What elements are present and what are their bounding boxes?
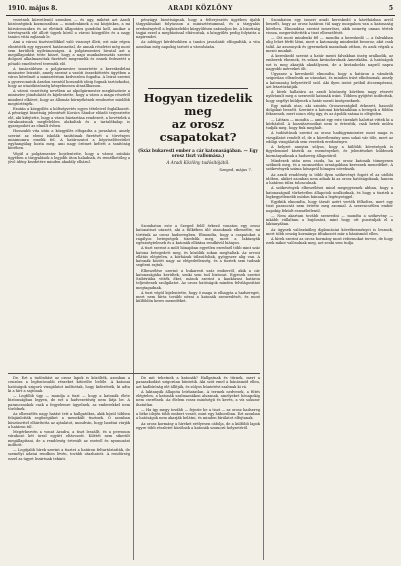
paragraph: — Legújabb hírek szerint a tisztet a határon feltartóztatták, de személyi adatai rendben lévén, tovább utazhatott. A rendőrség ezzel az ügyet lezártnak tekinti.: [8, 448, 130, 461]
column-2-text: [136, 18, 260, 82]
column-1-lower-text: [8, 376, 130, 560]
paragraph: Elbeszélése szerint a bukaresti száz emberről, akik a cár katonaságába kerültek, senki sem tud biztosat. Egyesek szerint Szibériába vitték őket, mások szerint a kaukázusi határon teljesítenek szolgálatot. Az orosz hatóságok minden felvilágosítást megtagadnak.: [136, 268, 260, 290]
paragraph: Mindezek után nem csoda, ha az orosz katonák tömegesen szöknek meg, és a szomszédos országokban keresnek menedéket. A szökevények száma hónapról hónapra növekszik.: [266, 158, 393, 172]
dateline: Szeged, május 7.: [219, 167, 252, 172]
column-2-lower-text: [136, 376, 260, 560]
newspaper-title: ARADI KÖZLÖNY: [168, 5, 233, 12]
paragraph: A szökevények elbeszélései mind megegyeznek abban, hogy a katonaságnál tűrhetetlen állapotok uralkodnak, és hogy a tisztek a legkegyetlenebb módon bánnak a legénységgel.: [266, 186, 393, 199]
article-headline-block: [138, 88, 258, 172]
headline-line-2: az orosz csapatokat?: [159, 117, 237, 144]
paragraph: Hosszabb vita után a közgyűlés elfogadta a javaslatot, amely szerint az elemi iskolák tanítóinak fizetését a törvényes minimumra emelik fel. A határozatot a képviselőtestület egyhangúlag hozta meg, ami nagy örömet keltett a tanítóság körében.: [8, 129, 130, 151]
paragraph: — Legfőbb ügy — mondja a tiszt — hogy a katonák élete biztonságban legyen, de ezt a hadvezetőség nem látja be. A parancsnokok csak a fegyelemre ügyelnek, az emberekkel nem törődnek.: [8, 394, 130, 411]
newspaper-page: [6, 4, 395, 562]
paragraph: Egy másik utas, aki szintén Oroszországból érkezett, hasonló dolgokat beszélt. Szerinte a katonai kórházakban a betegek a földön fekszenek, mert nincs elég ágy, és az ápolók száma is elégtelen.: [266, 103, 393, 117]
paragraph: Az orosz kormány a híreket erélyesen cáfolja, de a külföldi lapok egyre több részletet közölnek a katonák szomorú helyzetéről.: [136, 421, 260, 430]
paragraph: A tiszt végül kijelentette, hogy ő maga is elhagyta a hadsereget, mert nem bírta tovább nézni a katonák szenvedését, és most külföldön keres menedéket.: [136, 290, 260, 304]
headline-subtitle: (Száz bukaresti ember a cár katonaságában. — Egy orosz tiszt vallomása.): [138, 148, 258, 158]
paragraph: Ugyanez a kereskedő elmondta, hogy a határon a vámőrök szigorúan ellenőrzik az utasokat, és minden írást elkoboznak, amely a katonaság helyzetéről szól. Aki ilyen iratot próbál átcsempészni, azt letartóztatják.: [266, 72, 393, 89]
paragraph: A tudósítások szerint az orosz hadügyminiszter most maga is vizsgálatot rendelt el, de a közvélemény nem sokat vár tőle, mert az eddigi vizsgálatok sem vezettek eredményre.: [266, 131, 393, 144]
paragraph: Az ügynek valószínűleg diplomáciai következményei is lesznek, mert több ország kormánya tiltakozott már a bánásmód ellen.: [266, 227, 393, 236]
column-1-text: [8, 18, 130, 376]
paragraph: vezetnek közvetlenül szemben — és ugy, miként azt Aradi közönségünk kozmoszában — mindenkinek a mi közjónkra, a mi közvárosunkra és az életünk állapotára gondolni kell, amikor a törvényszék elé állott ügyek körül a városi közgyűlés és a nagy tanács vitái zajlanak le.: [8, 18, 130, 39]
paragraph: Egyikük elmondta, hogy társát azért verték félholtra, mert egy tiszt parancsát nem értette meg azonnal. A szerencsétlen ember napokig feküdt eszméletlenül.: [266, 200, 393, 213]
paragraph: Megérkezvén a vonat Aradra, a tiszt leszállt, és a perronon várakozó két úrral együtt eltávozott. Kilétét nem sikerült megállapítani, de a rendőrség értesült az esetről és nyomozást indított.: [8, 430, 130, 447]
paragraph: A helyzet annyira súlyos, hogy a külföldi követségek is figyelemmel kísérik az eseményeket, és jelentéseket küldenek kormányaiknak a hadsereg állapotáról.: [266, 145, 393, 158]
column-divider: [263, 18, 264, 560]
headline-line-1: Hogyan tizedelik meg: [143, 91, 253, 118]
paragraph: Szombaton este a Szeged felől érkező vonaton egy orosz katonatiszt utazott, aki a fülkében ülő utasoknak elbeszélte, mi történik az orosz hadseregben. Elmondta, hogy a csapatokat a ragályos betegségek tizedelik meg, mert a laktanyák egészségtelenek és a katonák ellátása rendkívül hiányos.: [136, 224, 260, 245]
paragraph: A hírek hallatára az aradi közönség körében nagy részvét nyilvánult meg a szenvedő katonák iránt. Többen gyűjtést indítottak, hogy segélyt küldjenek a határ menti ínségeseknek.: [266, 90, 393, 103]
paragraph: Az adóügyi kérdésekben a tanács javaslatát elfogadták, a vita azonban még napokig tartott a városházán.: [136, 40, 260, 49]
paragraph: De mit tehetnek a katonák? Hallgatnak és tűrnek, mert a panaszkodást szigorúan büntetik. Aki szót emel a bánásmód ellen, azt hadbíróság elé állítják, és súlyos büntetést szabnak ki rá.: [136, 376, 260, 389]
correspondent-line: A Aradi Közlöny tudósítójától.: [166, 160, 230, 165]
paragraph: De. Ezt a tudósítást az orosz lapok is közölték, azonban a cenzúra a legfontosabb részeket kitörölte belőle. A katonai hatóságok szigorú vizsgálatot indítottak, hogy kiderítsék, ki adta ki a hírt a sajtónak.: [8, 376, 130, 393]
paragraph: Végül a polgármester bejelentette, hogy a városi színház ügyében a tárgyalások a legjobb úton haladnak, és remélhetőleg a jövő idény kezdetére minden akadály elhárul.: [8, 151, 130, 164]
paragraph: A tiszt szerint a múlt hónapban egyetlen ezrednél több mint száz katona betegedett meg, és közülük sokan meghaltak. Az orvosi ellátás elégtelen, a kórházak túlzsúfoltak, gyógyszer alig van. A katonák között nagy az elégedetlenség, és a tisztek sem tudnak segíteni rajtuk.: [136, 246, 260, 268]
paragraph: — Nem akartam tovább szenvedni — mondta a szökevény — inkább vállaltam a bujdosást, mint hogy ott pusztuljak el a laktanyában.: [266, 213, 393, 227]
issue-date: 1910. május 8.: [8, 5, 58, 12]
headline-rule: [148, 88, 248, 89]
paragraph: Szombaton egy ismert aradi kereskedő a kávéházban arról beszélt, hogy az orosz határon túl nagy mozgalom van a katonaság körében. Elmondása szerint ismerősei, akik nemrég onnan tértek vissza, megerősítették a tiszt elbeszélését.: [266, 18, 393, 35]
paragraph: A tanácsülésen a polgármester ismertette a kereskedelmi miniszter leiratát, amely szerint a vasúti összeköttetés ügyében a város kérelmét a minisztérium kedvezően fogadta. A leirat szerint a gyorsvonatok Aradon ezentúl hosszabb ideig fognak tartózkodni, hogy az utazóközönség kényelmesen átszállhasson.: [8, 66, 130, 88]
paragraph: Ezután a közgyűlés a költségvetés egyes tételeivel foglalkozott. A pénzügyi bizottság jelentését Kovács Sándor előadó terjesztette elő, aki kifejtette, hogy a város háztartása rendezett, a bevételek a várakozásnak megfelelően alakultak és a tartalékalap is gyarapodott az elmúlt évben.: [8, 107, 130, 128]
paragraph: A városi vezetőség nevében az alpolgármester megköszönte a miniszter jóindulatát és kijelentette, hogy a város a maga részéről mindent elkövet, hogy az állomás környékének rendezése mielőbb megtörténjék.: [8, 89, 130, 106]
column-3-text: [266, 18, 393, 558]
paragraph: Az aradi rendőrség is több ilyen szökevényt fogott el az utóbbi időben, akiket azonban nem adnak ki az orosz hatóságoknak, hanem a határon túlra toloncolnak.: [266, 172, 393, 185]
paragraph: pénzügyi bizottságnak, hogy a felterjesztés ügyében újabb tárgyalásokat folytasson a minisztériummal, és a tárgyalás eredményéről a legközelebbi közgyűlésen számoljon be. A bizottság tagjai ezzel a megbízással eltávoztak, a közgyűlés pedig folytatta a napirendet.: [136, 18, 260, 39]
page-header: [6, 4, 395, 16]
article-body: [136, 224, 260, 374]
column-divider: [133, 18, 134, 560]
paragraph: A hírek szerint az orosz kormány most reformokat tervez, de hogy ezek mikor valósulnak meg, azt senki sem tudja.: [266, 237, 393, 246]
paragraph: — Ha így megy tovább — fejezte be a tiszt — az orosz hadsereg a béke idején több embert veszít, mint egy háborúban. Ezt azonban a hatóságok nem akarják belátni, és minden bírálatot elfojtanak.: [136, 407, 260, 421]
paragraph: A kereskedő szerint a határ menti falvakban ínség uralkodik, az emberek éheznek, és sokan kivándorolnak Amerikába. A hatóságok ezt is meg akarják akadályozni, de a kivándorlás napról napra nagyobb mérveket ölt.: [266, 54, 393, 71]
paragraph: Az elbeszélés nagy hatást tett a hallgatókra, akik közül többen felajánlották segítségüket a menekült tisztnek. Ő azonban köszönettel elhárította az ajánlatot, mondván, hogy barátai várják a határon túl.: [8, 412, 130, 429]
paragraph: Ami a városi tisztviselőkkel való viszonyt illeti, ezt már régen elintézték egy egyszerű határozattal, de annak részletei még most sem kerültek nyilvánosságra. A polgármesteri hivatal azt a megállapodást tette közzé, hogy a napi munkabeosztás szerint dolgozó alkalmazottak fizetését megemelik és ennek fedezetét a pótadó emelésével teremtik elő.: [8, 40, 130, 66]
paragraph: — Ott most mindenki fél — mondta a kereskedő — a falvakban alig lehet férfit látni, mert a katonaság mindenkit besoroz, akit csak talál. Az asszonyok és gyermekek maradnak otthon, és azok végzik a mezei munkát.: [266, 36, 393, 53]
paragraph: A laktanyák állapota leírhatatlan. A termek nedvesek, a fűtés elégtelen, a katonák szalmazsákon alszanak, amelyeket hónapokig nem cserélnek. Az élelem rossz minőségű és kevés, a víz sokszor ihatatlan.: [136, 389, 260, 407]
paragraph: — Láttam — mondta — amint egy este tizenkét halottat vittek ki a kórházból. A hozzátartozókat nem is értesítik, csak hetek múlva tudják meg, hogy fiuk meghalt.: [266, 117, 393, 130]
page-number: 5: [388, 5, 393, 12]
